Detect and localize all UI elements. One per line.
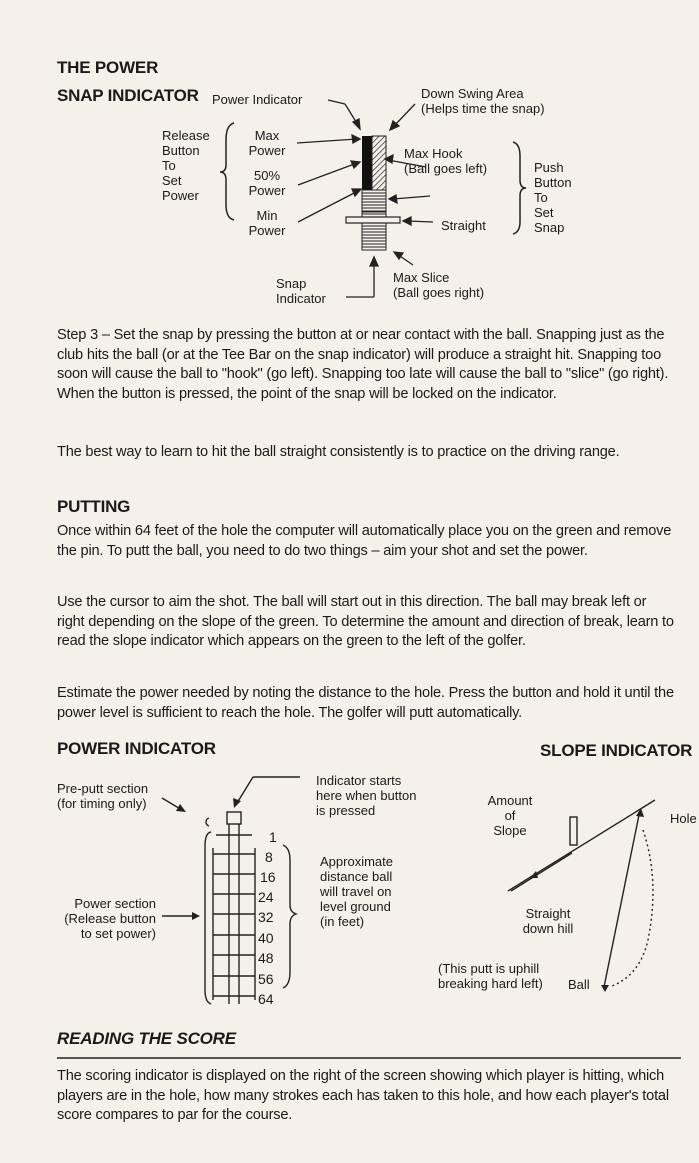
power-indicator-label: Power Indicator <box>212 92 303 107</box>
putting-paragraph-1: Once within 64 feet of the hole the computer will automatically place you on the green and remove the pin. To putt the ball, you need to do two things – aim your shot and set the power. <box>57 523 672 559</box>
hole-label: Hole <box>670 811 697 826</box>
max-slice-label: Max Slice (Ball goes right) <box>393 270 485 300</box>
straight-label: Straight <box>441 218 486 233</box>
power-section-label: Power section (Release button to set power) <box>64 896 156 941</box>
scale-value: 64 <box>258 991 274 1007</box>
putting-paragraph-3: Estimate the power needed by noting the distance to the hole. Press the button and hold it until the power level is sufficient to reach the hole. The golfer will putt automatically. <box>57 685 674 721</box>
score-paragraph: The scoring indicator is displayed on the right of the screen showing which player is hitting, which players are in the hole, how many strokes each has taken to this hole, and how each player's total score compares to par for the course. <box>57 1068 669 1123</box>
reading-score-heading: READING THE SCORE <box>57 1029 236 1048</box>
putting-heading: PUTTING <box>57 497 131 516</box>
putting-paragraph-2: Use the cursor to aim the shot. The ball will start out in this direction. The ball may break left or right depending on the slope of the green. To determine the amount and direction of break, learn to read the slope indicator which appears on the green to the left of the golfer. <box>57 594 674 649</box>
min-power-label: Min Power <box>248 208 286 238</box>
scale-value: 8 <box>265 849 273 865</box>
down-swing-label: Down Swing Area (Helps time the snap) <box>421 86 545 116</box>
indicator-starts-label: Indicator starts here when button is pressed <box>316 773 417 818</box>
scale-value: 40 <box>258 930 274 946</box>
scale-value: 48 <box>258 950 274 966</box>
snap-title-line2: SNAP INDICATOR <box>57 86 199 105</box>
tee-bar <box>346 217 400 223</box>
straight-downhill-label: Straight down hill <box>522 906 574 936</box>
snap-indicator-label: Snap Indicator <box>276 276 326 306</box>
amount-of-slope-label: Amount of Slope <box>487 793 533 838</box>
scale-value: 32 <box>258 909 274 925</box>
ball-label: Ball <box>568 977 590 992</box>
push-button-label: Push Button To Set Snap <box>534 160 572 235</box>
best-way-paragraph: The best way to learn to hit the ball straight consistently is to practice on the driving range. <box>57 444 620 460</box>
power-bar-fill <box>362 136 372 190</box>
uphill-note-label: (This putt is uphill breaking hard left) <box>438 961 543 991</box>
scale-value: 56 <box>258 971 274 987</box>
scale-value: 24 <box>258 889 274 905</box>
slope-indicator-title: SLOPE INDICATOR <box>540 741 693 760</box>
scale-value: 1 <box>269 829 277 845</box>
fifty-power-label: 50% Power <box>248 168 286 198</box>
max-power-label: Max Power <box>248 128 286 158</box>
step3-paragraph: Step 3 – Set the snap by pressing the button at or near contact with the ball. Snapping just as the club hits the ball (or at the Tee Bar on the snap indicator) will produce a straight hit. Snapping too soon will cause the ball to "hook" (go left). Snapping too late will cause the ball to "slice" (go right). When the button is pressed, the point of the snap will be locked on the indicator. <box>57 327 669 402</box>
snap-title-line1: THE POWER <box>57 58 159 77</box>
power-indicator-title: POWER INDICATOR <box>57 739 216 758</box>
release-button-label: Release Button To Set Power <box>162 128 210 203</box>
snap-indicator-diagram <box>0 0 699 330</box>
scale-value: 16 <box>260 869 276 885</box>
pre-putt-label: Pre-putt section (for timing only) <box>57 781 149 811</box>
approx-distance-label: Approximate distance ball will travel on level ground (in feet) <box>320 854 393 929</box>
max-hook-label: Max Hook (Ball goes left) <box>404 146 488 176</box>
